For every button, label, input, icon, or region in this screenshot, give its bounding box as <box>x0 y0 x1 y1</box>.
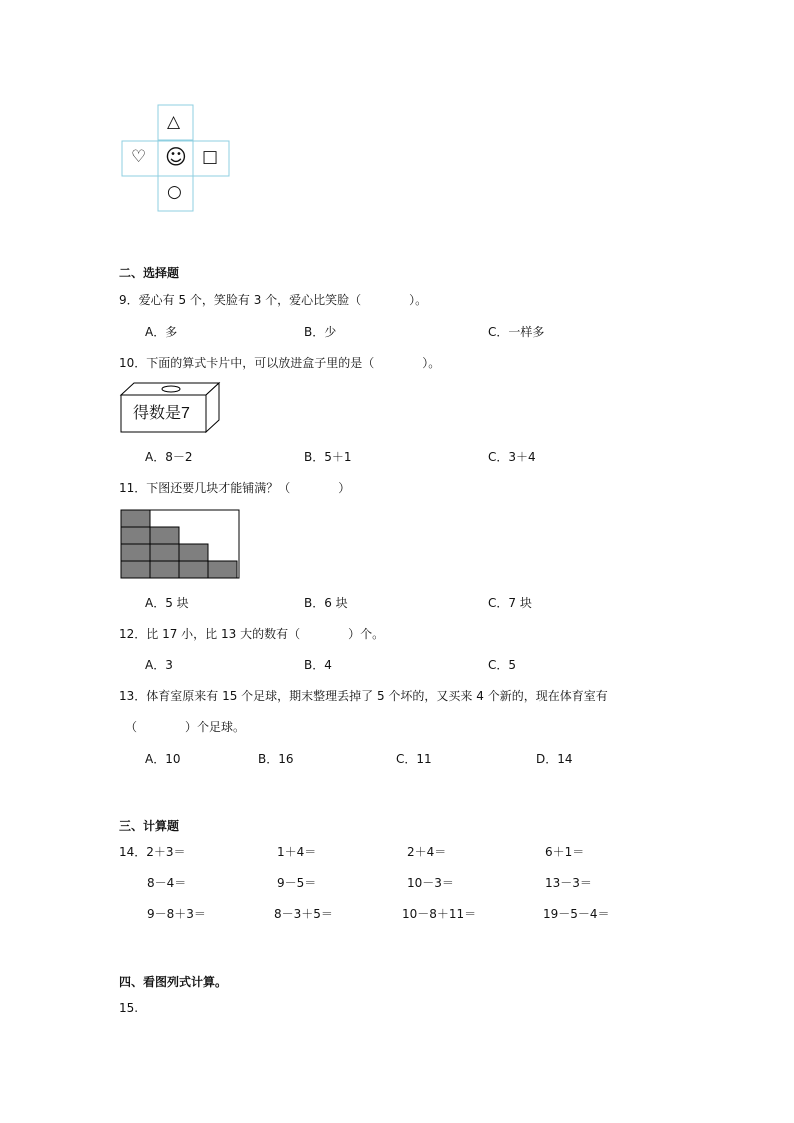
gray-block <box>179 544 208 561</box>
gray-block <box>121 510 150 527</box>
q12-option-b: B．4 <box>304 658 332 672</box>
q10-option-b: B．5＋1 <box>304 450 352 464</box>
calc-r3-c3: 10－8＋11＝ <box>402 907 477 921</box>
gray-block <box>121 561 150 578</box>
question-13-line2: （ ）个足球。 <box>125 720 246 734</box>
question-12: 12．比 17 小，比 13 大的数有（ ）个。 <box>119 627 385 641</box>
section-title-picture-calculation: 四、看图列式计算。 <box>119 975 228 989</box>
q11-option-c: C．7 块 <box>488 596 532 610</box>
q11-option-a: A．5 块 <box>145 596 189 610</box>
smiley-icon: ☺ <box>165 145 187 169</box>
calc-r2-c1: 8－4＝ <box>147 876 187 890</box>
square-icon: □ <box>202 147 219 167</box>
q13-option-a: A．10 <box>145 752 181 766</box>
heart-icon: ♡ <box>131 147 147 167</box>
question-10: 10．下面的算式卡片中，可以放进盒子里的是（ ）。 <box>119 356 441 370</box>
calc-r3-c2: 8－3＋5＝ <box>274 907 333 921</box>
block-staircase-figure <box>120 509 240 579</box>
q9-option-b: B．少 <box>304 325 337 339</box>
q9-option-c: C．一样多 <box>488 325 545 339</box>
question-15: 15. <box>119 1001 139 1015</box>
gray-block <box>150 527 179 544</box>
gray-block <box>121 544 150 561</box>
question-13-line1: 13．体育室原来有 15 个足球，期末整理丢掉了 5 个坏的，又买来 4 个新的，现在体育室有 <box>119 689 608 703</box>
box-label: 得数是7 <box>133 405 190 422</box>
calc-r1-c2: 1＋4＝ <box>277 845 317 859</box>
calc-r1-c4: 6＋1＝ <box>545 845 585 859</box>
q12-option-a: A．3 <box>145 658 173 672</box>
calc-r2-c2: 9－5＝ <box>277 876 317 890</box>
gray-block <box>150 544 179 561</box>
q13-option-c: C．11 <box>396 752 432 766</box>
calc-r3-c4: 19－5－4＝ <box>543 907 610 921</box>
q10-option-c: C．3＋4 <box>488 450 536 464</box>
q12-option-c: C．5 <box>488 658 517 672</box>
gray-block <box>179 561 208 578</box>
calc-r1-c3: 2＋4＝ <box>407 845 447 859</box>
gray-block <box>121 527 150 544</box>
gray-block <box>208 561 237 578</box>
q9-option-a: A．多 <box>145 325 178 339</box>
gray-block <box>150 561 179 578</box>
calc-r1-c1: 14．2＋3＝ <box>119 845 186 859</box>
calc-r3-c1: 9－8＋3＝ <box>147 907 206 921</box>
triangle-icon: △ <box>167 112 181 132</box>
q13-option-b: B．16 <box>258 752 294 766</box>
section-title-calculation: 三、计算题 <box>119 819 180 833</box>
calc-r2-c4: 13－3＝ <box>545 876 592 890</box>
q11-option-b: B．6 块 <box>304 596 348 610</box>
q13-option-d: D．14 <box>536 752 573 766</box>
circle-icon: ○ <box>167 182 182 202</box>
question-9: 9．爱心有 5 个，笑脸有 3 个，爱心比笑脸（ ）。 <box>119 293 428 307</box>
q10-option-a: A．8－2 <box>145 450 193 464</box>
calc-r2-c3: 10－3＝ <box>407 876 454 890</box>
question-11: 11．下图还要几块才能铺满？（ ） <box>119 481 351 495</box>
section-title-choice: 二、选择题 <box>119 266 180 280</box>
